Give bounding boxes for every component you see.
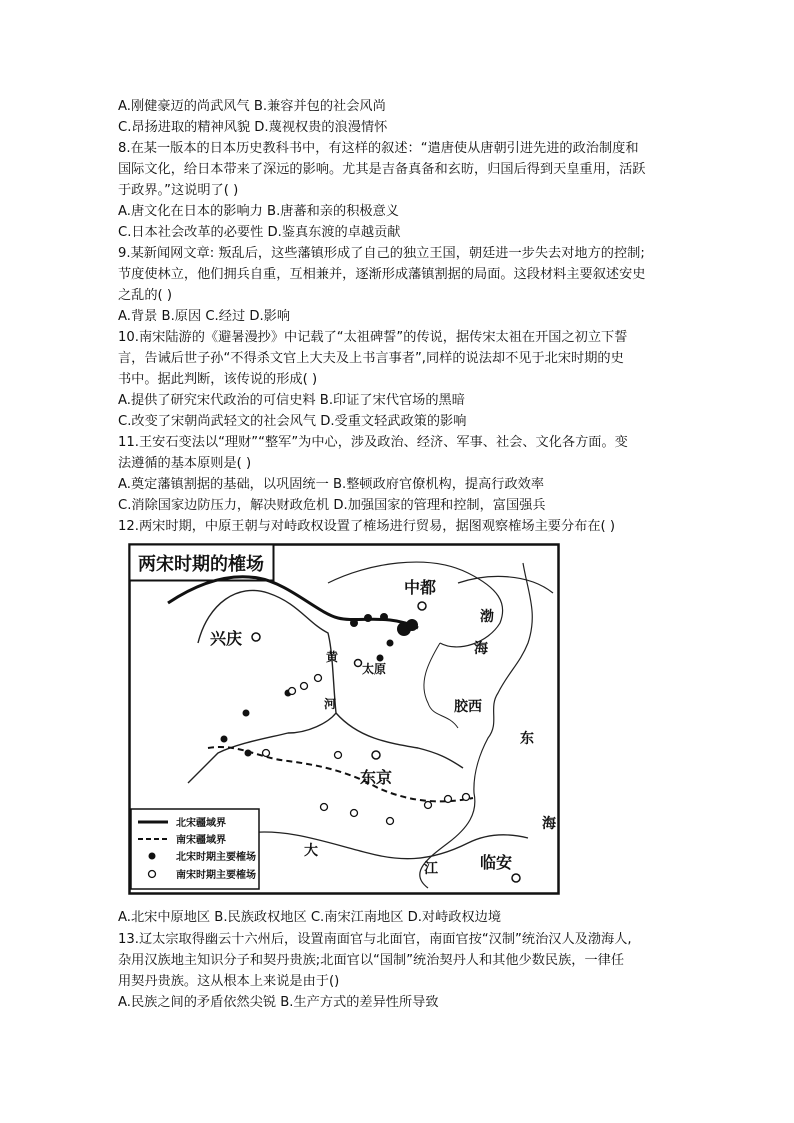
market-dot xyxy=(406,619,418,631)
legend-swatch-northern-market xyxy=(149,853,156,860)
market-dot xyxy=(350,619,358,627)
sea-label: 渤 xyxy=(480,609,494,625)
market-dot xyxy=(387,640,394,647)
answer-options-line: A.提供了研究宋代政治的可信史料 B.印证了宋代官场的黑暗 xyxy=(118,393,465,408)
answer-options-line: A.背景 B.原因 C.经过 D.影响 xyxy=(118,309,291,324)
market-ring xyxy=(335,752,342,759)
market-ring xyxy=(425,802,432,809)
legend-label: 南宋疆域界 xyxy=(176,835,226,846)
market-dot xyxy=(377,655,384,662)
question-10-text: 10.南宋陆游的《避暑漫抄》中记载了“太祖碑誓”的传说，据传宋太祖在开国之初立下誓 xyxy=(118,330,628,345)
answer-options-line: A.民族之间的矛盾依然尖锐 B.生产方式的差异性所导致 xyxy=(118,995,439,1010)
city-marker-dongjing xyxy=(372,751,380,759)
question-13-text: 用契丹贵族。这从根本上来说是由于() xyxy=(118,974,340,989)
question-12-text: 12.两宋时期，中原王朝与对峙政权设置了榷场进行贸易，据图观察榷场主要分布在( ) xyxy=(118,519,616,534)
market-ring xyxy=(445,796,452,803)
question-11-text: 法遵循的基本原则是( ) xyxy=(118,456,252,471)
market-ring xyxy=(301,683,308,690)
answer-options-line: A.奠定藩镇割据的基础，以巩固统一 B.整顿政府官僚机构，提高行政效率 xyxy=(118,477,545,492)
market-ring xyxy=(321,804,328,811)
answer-options-line: C.改变了宋朝尚武轻文的社会风气 D.受重文轻武政策的影响 xyxy=(118,414,467,429)
legend-label: 北宋疆域界 xyxy=(176,818,226,829)
city-marker-taiyuan xyxy=(355,660,362,667)
song-trade-market-map xyxy=(128,543,560,895)
answer-options-line: A.北宋中原地区 B.民族政权地区 C.南宋江南地区 D.对峙政权边境 xyxy=(118,910,502,925)
question-10-text: 言，告诫后世子孙“不得杀文官上大夫及上书言事者”,同样的说法却不见于北宋时期的史 xyxy=(118,351,624,366)
question-13-text: 13.辽太宗取得幽云十六州后，设置南面官与北面官，南面官按“汉制”统治汉人及渤海人, xyxy=(118,932,632,947)
city-label-linan: 临安 xyxy=(480,853,513,872)
sea-label: 海 xyxy=(542,816,556,832)
city-label-xingqing: 兴庆 xyxy=(210,629,243,648)
map-legend xyxy=(131,809,259,889)
river-label: 大 xyxy=(304,843,318,859)
question-13-text: 杂用汉族地主知识分子和契丹贵族;北面官以“国制”统治契丹人和其他少数民族，一律任 xyxy=(118,953,625,968)
question-8-text: 8.在某一版本的日本历史教科书中，有这样的叙述：“遣唐使从唐朝引进先进的政治制度和 xyxy=(118,141,639,156)
city-label-dongjing: 东京 xyxy=(360,768,393,787)
answer-options-line: C.消除国家边防压力，解决财政危机 D.加强国家的管理和控制，富国强兵 xyxy=(118,498,546,513)
market-ring xyxy=(289,688,296,695)
market-ring xyxy=(387,818,394,825)
answer-options-line: A.刚健豪迈的尚武风气 B.兼容并包的社会风尚 xyxy=(118,99,386,114)
market-ring xyxy=(263,750,270,757)
map-title: 两宋时期的榷场 xyxy=(138,554,264,575)
question-9-text: 之乱的( ) xyxy=(118,288,173,303)
answer-options-line: C.昂扬进取的精神风貌 D.蔑视权贵的浪漫情怀 xyxy=(118,120,388,135)
city-label-taiyuan: 太原 xyxy=(362,662,387,676)
market-ring xyxy=(351,810,358,817)
market-dot xyxy=(364,614,372,622)
question-9-text: 9.某新闻网文章: 叛乱后，这些藩镇形成了自己的独立王国，朝廷进一步失去对地方的控制; xyxy=(118,246,645,261)
question-10-text: 书中。据此判断，该传说的形成( ) xyxy=(118,372,318,387)
legend-swatch-southern-market xyxy=(149,871,156,878)
market-dot xyxy=(380,613,388,621)
answer-options-line: C.日本社会改革的必要性 D.鉴真东渡的卓越贡献 xyxy=(118,225,401,240)
question-8-text: 于政界。”这说明了( ) xyxy=(118,183,239,198)
sea-label: 海 xyxy=(474,641,488,657)
river-label: 黄 xyxy=(326,650,339,664)
city-marker-xingqing xyxy=(252,633,260,641)
city-marker-linan xyxy=(512,874,520,882)
market-ring xyxy=(463,794,470,801)
question-9-text: 节度使林立，他们拥兵自重，互相兼并，逐渐形成藩镇割据的局面。这段材料主要叙述安史 xyxy=(118,267,646,282)
market-ring xyxy=(315,675,322,682)
map-svg xyxy=(128,543,560,895)
legend-label: 北宋时期主要榷场 xyxy=(176,852,256,863)
question-11-text: 11.王安石变法以“理财”“整军”为中心，涉及政治、经济、军事、社会、文化各方面。变 xyxy=(118,435,628,450)
river-label: 河 xyxy=(324,697,337,711)
city-label-jiaoxi: 胶西 xyxy=(454,699,482,715)
question-8-text: 国际文化，给日本带来了深远的影响。尤其是吉备真备和玄昉，归国后得到天皇重用，活跃 xyxy=(118,162,646,177)
market-dot xyxy=(221,736,228,743)
city-marker-zhongdu xyxy=(418,602,426,610)
market-dot xyxy=(245,750,252,757)
sea-label: 东 xyxy=(520,731,534,747)
market-dot xyxy=(243,710,250,717)
river-label: 江 xyxy=(424,861,438,877)
city-label-zhongdu: 中都 xyxy=(404,578,437,597)
answer-options-line: A.唐文化在日本的影响力 B.唐蕃和亲的积极意义 xyxy=(118,204,399,219)
legend-label: 南宋时期主要榷场 xyxy=(176,870,256,881)
